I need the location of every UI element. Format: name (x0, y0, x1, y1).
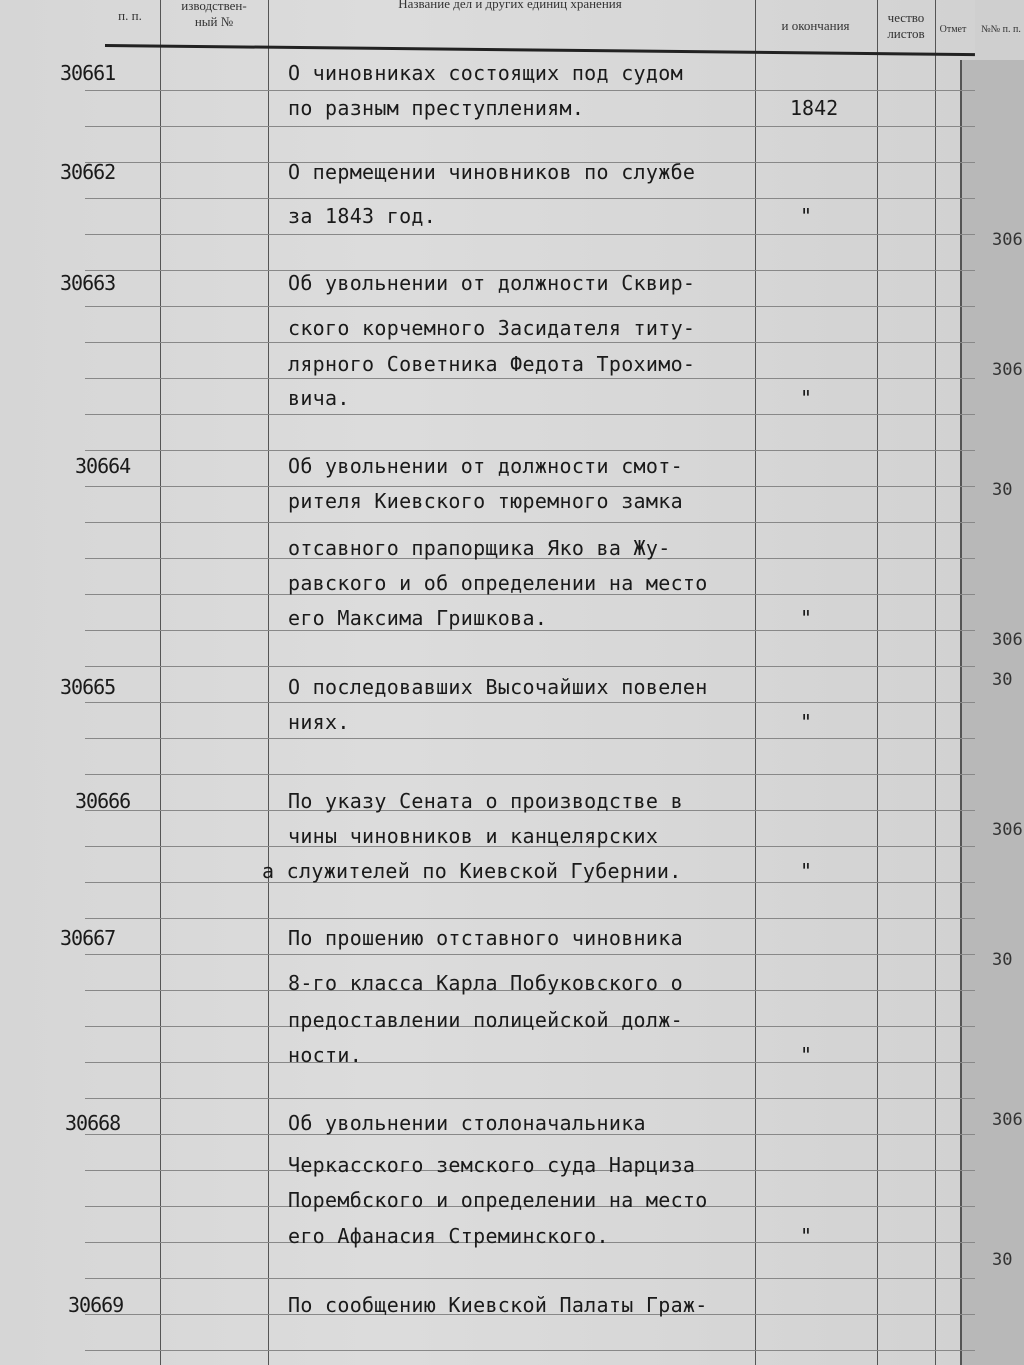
ruled-line (935, 702, 975, 703)
back-page-number: 306 (992, 820, 1023, 840)
ruled-line (877, 1314, 935, 1315)
ruled-line (268, 486, 755, 487)
ruled-line (268, 450, 755, 451)
entry-title-line: О пермещении чиновников по службе (288, 160, 696, 184)
entry-number: 30665 (60, 675, 116, 699)
ruled-line (160, 630, 268, 631)
ruled-line (160, 90, 268, 91)
ruled-line (755, 666, 877, 667)
ruled-line (268, 738, 755, 739)
entry-number: 30669 (68, 1293, 124, 1317)
entry-title-line: рителя Киевского тюремного замка (288, 489, 683, 513)
entry-year: 1842 (790, 96, 839, 120)
ruled-line (877, 90, 935, 91)
ruled-line (755, 450, 877, 451)
header-back-number: №№ п. п. (981, 24, 1021, 35)
ruled-line (160, 414, 268, 415)
ruled-line (160, 1062, 268, 1063)
ruled-line (877, 450, 935, 451)
ruled-line (935, 162, 975, 163)
ruled-line (755, 594, 877, 595)
entry-title-line: отсавного прапорщика Яко ва Жу- (288, 536, 671, 560)
entry-title-line: Об увольнении от должности Сквир- (288, 271, 696, 295)
ruled-line (160, 882, 268, 883)
ruled-line (755, 558, 877, 559)
ruled-line (755, 954, 877, 955)
ruled-line (755, 126, 877, 127)
ruled-line (755, 486, 877, 487)
entry-year: " (800, 386, 813, 410)
ruled-line (85, 1098, 160, 1099)
ruled-line (935, 126, 975, 127)
ruled-line (268, 414, 755, 415)
entry-title-line: Порембского и определении на место (288, 1188, 708, 1212)
ruled-line (85, 342, 160, 343)
ruled-line (877, 846, 935, 847)
ruled-line (85, 1350, 160, 1351)
ruled-line (877, 558, 935, 559)
ruled-line (85, 90, 160, 91)
ruled-line (755, 1134, 877, 1135)
entry-title-line: По указу Сената о производстве в (288, 789, 683, 813)
ruled-line (160, 126, 268, 127)
ruled-line (877, 1062, 935, 1063)
ruled-line (268, 666, 755, 667)
ruled-line (268, 702, 755, 703)
ruled-line (85, 954, 160, 955)
entry-title-line: ского корчемного Засидателя титу- (288, 316, 696, 340)
entry-title-line: Об увольнении столоначальника (288, 1111, 646, 1135)
entry-title-line: 8-го класса Карла Побуковского о (288, 971, 683, 995)
ruled-line (85, 918, 160, 919)
ruled-line (268, 1278, 755, 1279)
ruled-line (85, 486, 160, 487)
entry-number: 30667 (60, 926, 116, 950)
ruled-line (877, 234, 935, 235)
entry-number: 30661 (60, 61, 116, 85)
ruled-line (85, 666, 160, 667)
ruled-line (160, 1314, 268, 1315)
ruled-line (755, 162, 877, 163)
entry-title-line: предоставлении полицейской долж- (288, 1008, 683, 1032)
ruled-line (160, 1134, 268, 1135)
ruled-line (935, 594, 975, 595)
ruled-line (160, 774, 268, 775)
ruled-line (160, 1350, 268, 1351)
ruled-line (268, 1098, 755, 1099)
column-divider (935, 0, 936, 1365)
ruled-line (877, 990, 935, 991)
ruled-line (268, 342, 755, 343)
ruled-line (160, 522, 268, 523)
ruled-line (935, 1242, 975, 1243)
ruled-line (160, 306, 268, 307)
ruled-line (160, 1206, 268, 1207)
ruled-line (877, 486, 935, 487)
entry-number: 30664 (75, 454, 131, 478)
ruled-line (160, 1242, 268, 1243)
ruled-line (85, 126, 160, 127)
ruled-line (755, 846, 877, 847)
back-page-number: 30 (992, 670, 1013, 690)
ruled-line (85, 198, 160, 199)
ruled-line (268, 522, 755, 523)
ruled-line (755, 270, 877, 271)
ruled-line (85, 738, 160, 739)
ruled-line (85, 882, 160, 883)
ruled-line (85, 522, 160, 523)
back-page-number: 306 (992, 230, 1023, 250)
entry-year: " (800, 859, 813, 883)
ruled-line (877, 810, 935, 811)
ruled-line (935, 486, 975, 487)
ruled-line (755, 306, 877, 307)
ruled-line (935, 414, 975, 415)
ruled-line (877, 378, 935, 379)
ruled-line (160, 1278, 268, 1279)
ruled-line (877, 162, 935, 163)
ruled-line (755, 342, 877, 343)
ruled-line (160, 198, 268, 199)
ruled-line (160, 810, 268, 811)
entry-title-line: По сообщению Киевской Палаты Граж- (288, 1293, 708, 1317)
ruled-line (160, 234, 268, 235)
ruled-line (160, 162, 268, 163)
column-divider (755, 0, 756, 1365)
ruled-line (160, 1170, 268, 1171)
ruled-line (85, 1206, 160, 1207)
ruled-line (877, 1026, 935, 1027)
ruled-line (877, 738, 935, 739)
ruled-line (755, 1278, 877, 1279)
ruled-line (160, 594, 268, 595)
ruled-line (935, 1098, 975, 1099)
ruled-line (268, 198, 755, 199)
ruled-line (85, 378, 160, 379)
ruled-line (877, 1134, 935, 1135)
ruled-line (755, 810, 877, 811)
back-page-number: 306 (992, 360, 1023, 380)
entry-title-line: Черкасского земского суда Нарциза (288, 1153, 696, 1177)
ruled-line (755, 918, 877, 919)
ruled-line (85, 846, 160, 847)
ruled-line (85, 594, 160, 595)
ruled-line (85, 450, 160, 451)
entry-year: " (800, 606, 813, 630)
header-number: п. п. (118, 8, 142, 23)
ruled-line (755, 378, 877, 379)
entry-title-line: вича. (288, 386, 350, 410)
ruled-line (877, 1278, 935, 1279)
ruled-line (935, 846, 975, 847)
ruled-line (935, 774, 975, 775)
ruled-line (877, 666, 935, 667)
ruled-line (877, 1206, 935, 1207)
ruled-line (268, 954, 755, 955)
ruled-line (755, 414, 877, 415)
ruled-line (755, 234, 877, 235)
entry-title-line: О чиновниках состоящих под судом (288, 61, 683, 85)
ruled-line (160, 1098, 268, 1099)
ruled-line (85, 1242, 160, 1243)
ruled-line (877, 342, 935, 343)
ruled-line (160, 450, 268, 451)
ruled-line (85, 1278, 160, 1279)
ruled-line (160, 486, 268, 487)
ruled-line (160, 378, 268, 379)
ruled-line (877, 1170, 935, 1171)
ruled-line (160, 666, 268, 667)
entry-number: 30662 (60, 160, 116, 184)
ruled-line (935, 1062, 975, 1063)
entry-title-line: за 1843 год. (288, 204, 437, 228)
ruled-line (935, 882, 975, 883)
ruled-line (935, 810, 975, 811)
header-sheets: чество листов (887, 10, 925, 41)
entry-title-line: Об увольнении от должности смот- (288, 454, 683, 478)
entry-title-line: чины чиновников и канцелярских (288, 824, 659, 848)
column-divider (160, 0, 161, 1365)
header-dates: и окончания (781, 18, 850, 33)
ruled-line (935, 90, 975, 91)
ruled-line (160, 342, 268, 343)
ruled-line (160, 990, 268, 991)
ruled-line (268, 126, 755, 127)
entry-year: " (800, 710, 813, 734)
ruled-line (877, 198, 935, 199)
ruled-line (877, 270, 935, 271)
back-page-number: 306 (992, 630, 1023, 650)
ruled-line (877, 594, 935, 595)
entry-title-line: по разным преступлениям. (288, 96, 585, 120)
ruled-line (935, 234, 975, 235)
ruled-line (877, 306, 935, 307)
ruled-line (755, 738, 877, 739)
ruled-line (935, 306, 975, 307)
ruled-line (268, 90, 755, 91)
ruled-line (935, 918, 975, 919)
ruled-line (755, 1098, 877, 1099)
entry-number: 30668 (65, 1111, 121, 1135)
ruled-line (160, 954, 268, 955)
entry-number: 30666 (75, 789, 131, 813)
ruled-line (877, 918, 935, 919)
ruled-line (935, 1278, 975, 1279)
ruled-line (160, 702, 268, 703)
ruled-line (935, 1206, 975, 1207)
ruled-line (755, 1170, 877, 1171)
header-notes: Отмет (939, 24, 967, 35)
ruled-line (877, 774, 935, 775)
ruled-line (268, 234, 755, 235)
ruled-line (85, 774, 160, 775)
ruled-line (935, 198, 975, 199)
ruled-line (877, 1350, 935, 1351)
ruled-line (935, 1350, 975, 1351)
entry-title-line: а служителей по Киевской Губернии. (262, 859, 682, 883)
ruled-line (877, 1098, 935, 1099)
ruled-line (755, 1206, 877, 1207)
ruled-line (85, 234, 160, 235)
ruled-line (160, 738, 268, 739)
ruled-line (755, 1314, 877, 1315)
entry-title-line: его Максима Гришкова. (288, 606, 548, 630)
ruled-line (877, 882, 935, 883)
ruled-line (935, 450, 975, 451)
ruled-line (755, 522, 877, 523)
ruled-line (85, 1170, 160, 1171)
ruled-line (85, 990, 160, 991)
ruled-line (268, 378, 755, 379)
ruled-line (755, 990, 877, 991)
ruled-line (935, 270, 975, 271)
entry-title-line: его Афанасия Стреминского. (288, 1224, 609, 1248)
entry-title-line: ности. (288, 1043, 363, 1067)
ruled-line (85, 1026, 160, 1027)
column-divider (268, 0, 269, 1365)
back-page-number: 306 (992, 1110, 1023, 1130)
ruled-line (755, 1062, 877, 1063)
ruled-line (877, 702, 935, 703)
ruled-line (160, 270, 268, 271)
ruled-line (935, 342, 975, 343)
ruled-line (160, 846, 268, 847)
ruled-line (755, 1350, 877, 1351)
ruled-line (268, 306, 755, 307)
ruled-line (935, 630, 975, 631)
entry-year: " (800, 204, 813, 228)
back-page-number: 30 (992, 480, 1013, 500)
ruled-line (877, 522, 935, 523)
ruled-line (85, 630, 160, 631)
ruled-line (755, 702, 877, 703)
back-page-number: 30 (992, 1250, 1013, 1270)
ruled-line (935, 738, 975, 739)
ruled-line (160, 1026, 268, 1027)
ruled-line (935, 558, 975, 559)
ruled-line (935, 1134, 975, 1135)
ruled-line (935, 954, 975, 955)
back-page-number: 30 (992, 950, 1013, 970)
ruled-line (877, 954, 935, 955)
ruled-line (877, 1242, 935, 1243)
ruled-line (755, 198, 877, 199)
entry-title-line: лярного Советника Федота Трохимо- (288, 352, 696, 376)
ruled-line (877, 126, 935, 127)
ruled-line (755, 882, 877, 883)
header-title: Название дел и других единиц хранения (398, 0, 622, 11)
ruled-line (268, 630, 755, 631)
ruled-line (755, 1026, 877, 1027)
entry-year: " (800, 1224, 813, 1248)
header-inventory-number: изводствен- ный № (181, 0, 247, 29)
ruled-line (935, 1314, 975, 1315)
ruled-line (85, 558, 160, 559)
entry-number: 30663 (60, 271, 116, 295)
ruled-line (160, 918, 268, 919)
ruled-line (755, 774, 877, 775)
ruled-line (935, 522, 975, 523)
ruled-line (755, 630, 877, 631)
ruled-line (755, 90, 877, 91)
ruled-line (935, 1026, 975, 1027)
ruled-line (755, 1242, 877, 1243)
entry-title-line: О последовавших Высочайших повелен (288, 675, 708, 699)
ruled-line (268, 918, 755, 919)
entry-title-line: По прошению отставного чиновника (288, 926, 683, 950)
ruled-line (85, 702, 160, 703)
ruled-line (877, 630, 935, 631)
ruled-line (160, 558, 268, 559)
ruled-line (85, 414, 160, 415)
ruled-line (935, 990, 975, 991)
entry-title-line: ниях. (288, 710, 350, 734)
entry-title-line: равского и об определении на место (288, 571, 708, 595)
ruled-line (85, 1062, 160, 1063)
ruled-line (935, 378, 975, 379)
ruled-line (85, 306, 160, 307)
ruled-line (268, 774, 755, 775)
ruled-line (268, 1350, 755, 1351)
ruled-line (935, 1170, 975, 1171)
column-divider (877, 0, 878, 1365)
entry-year: " (800, 1043, 813, 1067)
ruled-line (877, 414, 935, 415)
ruled-line (935, 666, 975, 667)
